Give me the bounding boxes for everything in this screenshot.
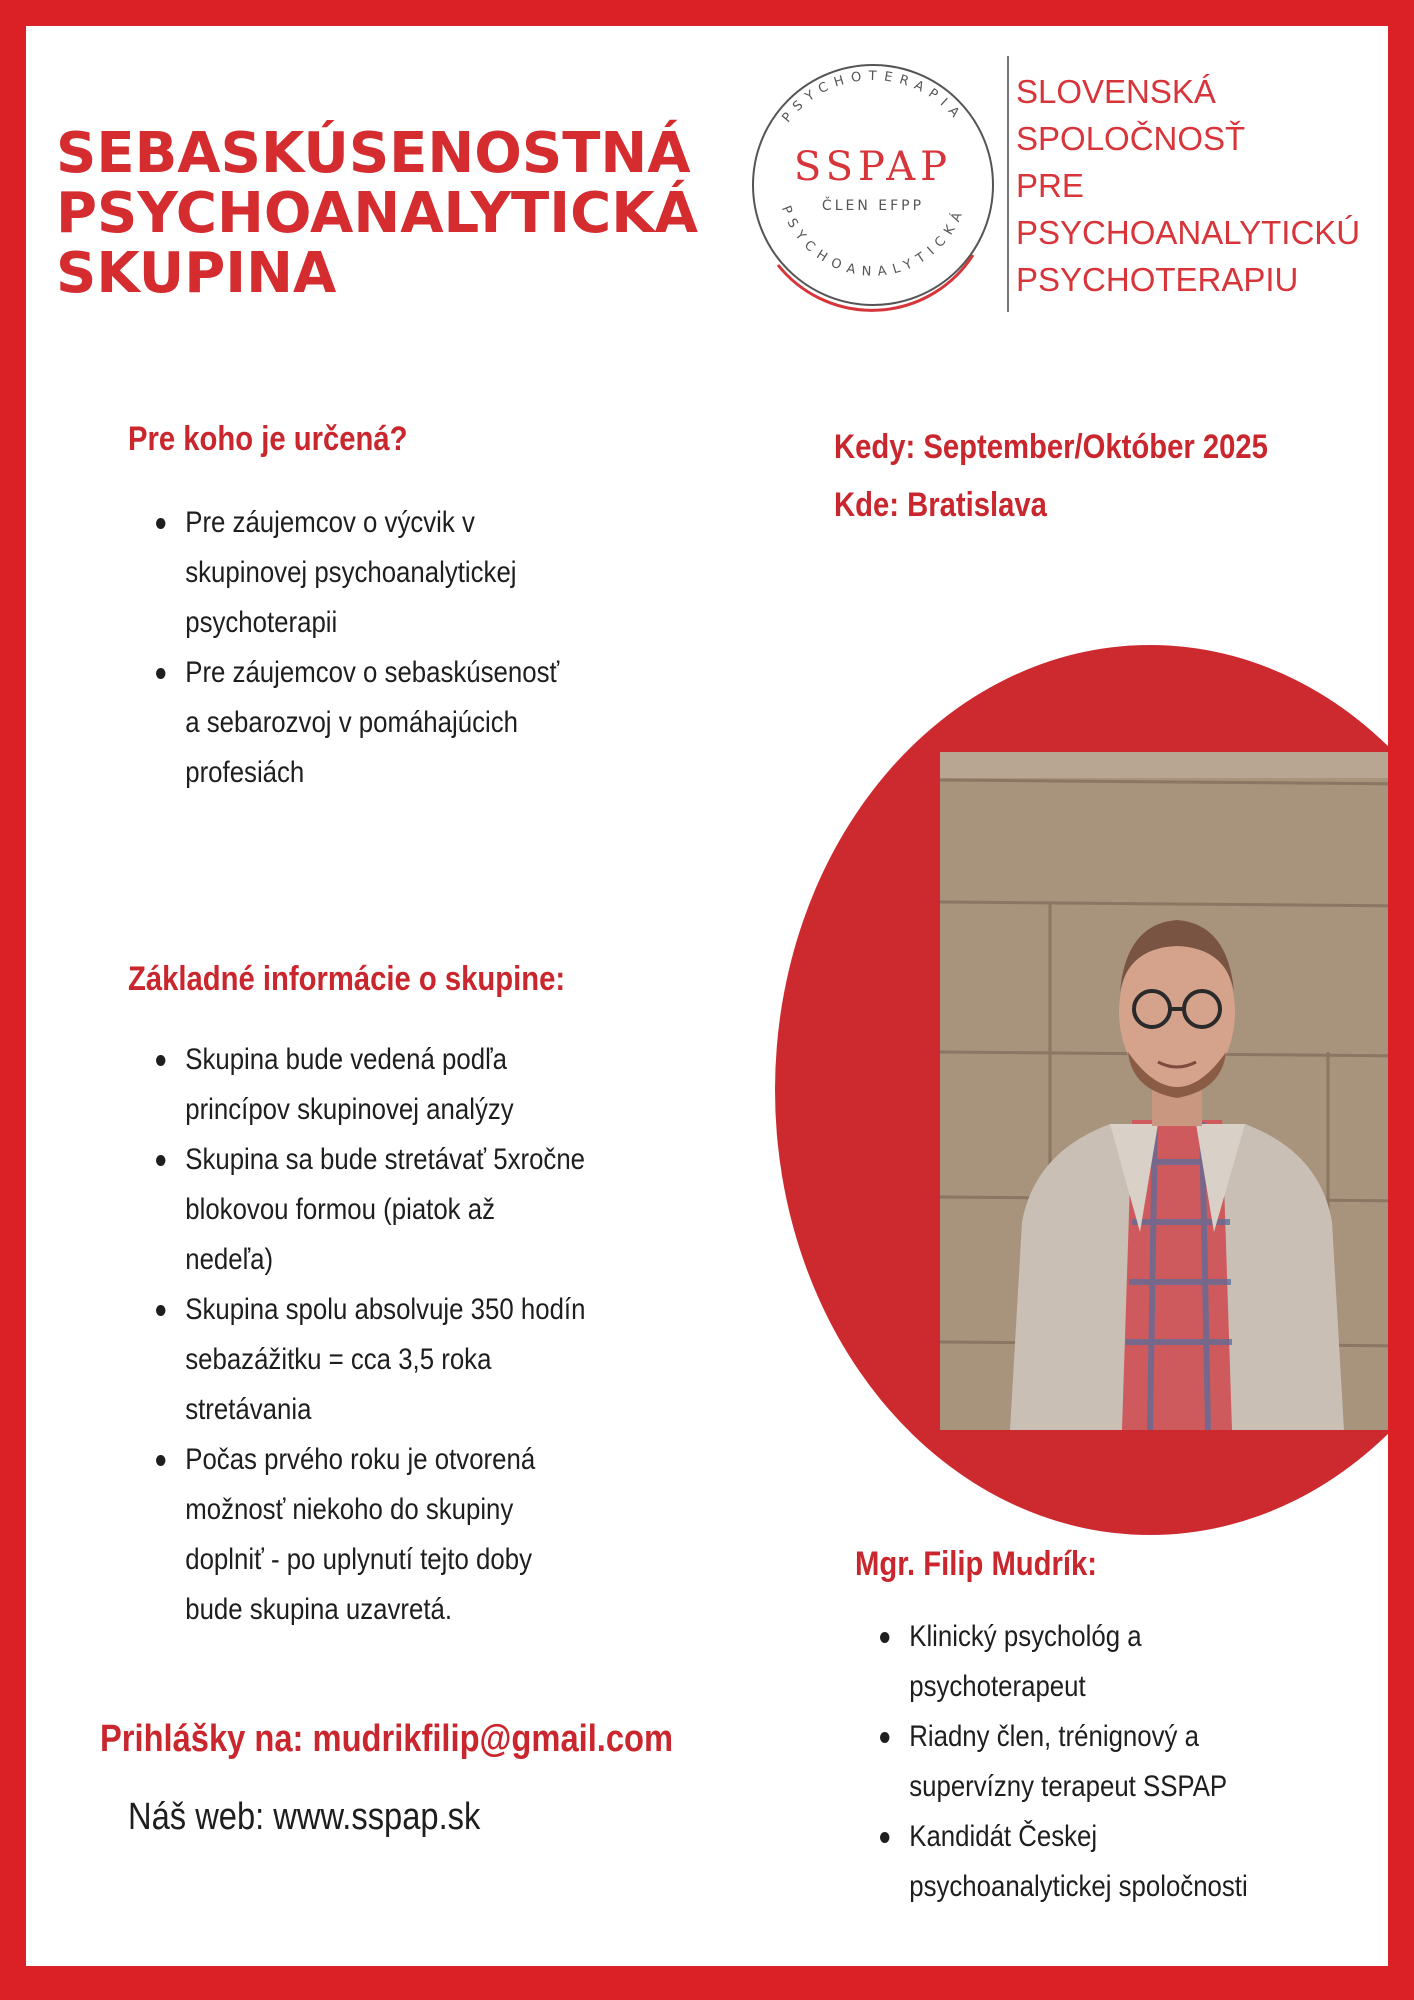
title-line: PSYCHOANALYTICKÁ: [56, 181, 698, 246]
list-item: Pre záujemcov o výcvik v skupinovej psychoanalytickej psychoterapii: [156, 498, 559, 648]
org-name-line: PSYCHOANALYTICKÚ: [1016, 214, 1361, 251]
seal-bottom-text: PSYCHOANALYTICKÁ: [777, 203, 969, 280]
therapist-photo: [940, 752, 1414, 1430]
list-item: Počas prvého roku je otvorená možnosť niekoho do skupiny doplniť - po uplynutí tejto doby bude skupina uzavretá.: [156, 1435, 585, 1635]
org-name-line: PRE: [1016, 167, 1084, 204]
basic-info-list: [156, 1035, 655, 1635]
website-link[interactable]: Náš web: www.sspap.sk: [128, 1796, 481, 1838]
org-name-line: PSYCHOTERAPIU: [1016, 261, 1299, 298]
title-line: SEBASKÚSENOSTNÁ: [56, 121, 691, 186]
audience-heading: Pre koho je určená?: [128, 420, 408, 458]
sspap-logo: [738, 50, 1378, 320]
when-label: Kedy: September/Október 2025: [834, 428, 1268, 466]
where-label: Kde: Bratislava: [834, 486, 1047, 524]
therapist-name: Mgr. Filip Mudrík:: [855, 1545, 1098, 1583]
sspap-seal: [738, 50, 1008, 320]
list-item: Riadny člen, trénignový a supervízny terapeut SSPAP: [880, 1712, 1248, 1812]
seal-top-text: PSYCHOTERAPIA: [779, 68, 967, 126]
title-line: SKUPINA: [56, 241, 337, 306]
portrait-illustration: [940, 752, 1414, 1430]
page-title: [56, 121, 698, 306]
org-name-line: SPOLOČNOSŤ: [1016, 120, 1246, 157]
organization-name: [1016, 68, 1360, 303]
list-item: Skupina sa bude stretávať 5xročne blokovou formou (piatok až nedeľa): [156, 1135, 585, 1285]
list-item: Klinický psychológ a psychoterapeut: [880, 1612, 1248, 1712]
basic-info-heading: Základné informácie o skupine:: [128, 960, 566, 998]
audience-list: [156, 498, 625, 798]
list-item: Pre záujemcov o sebaskúsenosť a sebarozvoj v pomáhajúcich profesiách: [156, 648, 559, 798]
list-item: Kandidát Českej psychoanalytickej spoločnosti: [880, 1812, 1248, 1912]
seal-tagline: ČLEN EFPP: [821, 198, 925, 214]
list-item: Skupina spolu absolvuje 350 hodín sebazážitku = cca 3,5 roka stretávania: [156, 1285, 585, 1435]
logo-divider: [1006, 50, 1010, 320]
therapist-credentials-list: [880, 1612, 1308, 1912]
org-name-line: SLOVENSKÁ: [1016, 73, 1216, 110]
seal-initials: SSPAP: [793, 144, 953, 190]
list-item: Skupina bude vedená podľa princípov skupinovej analýzy: [156, 1035, 585, 1135]
registration-email[interactable]: Prihlášky na: mudrikfilip@gmail.com: [100, 1718, 674, 1760]
